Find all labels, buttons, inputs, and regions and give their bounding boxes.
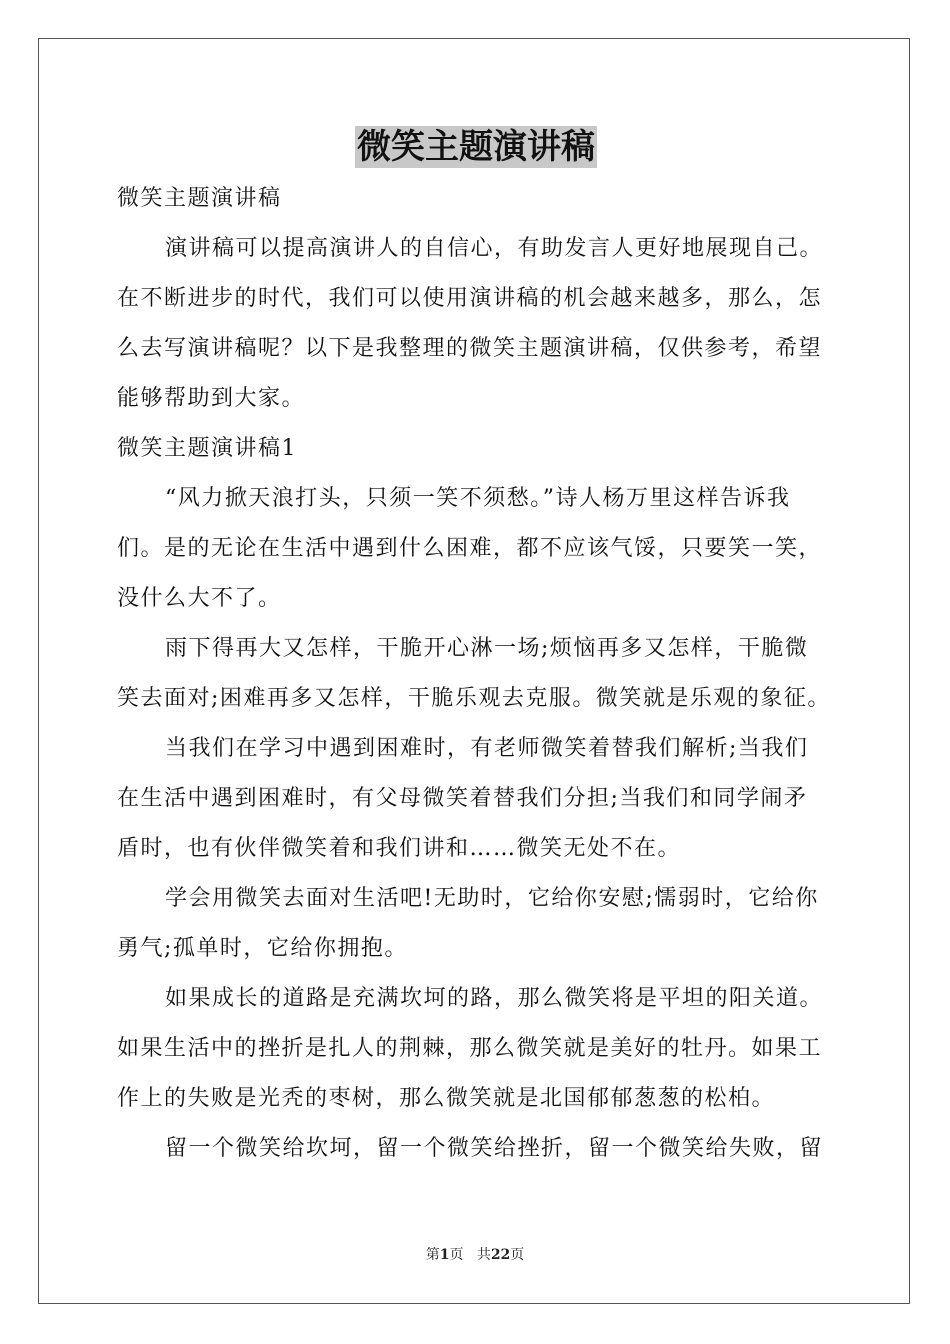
page-prefix: 第 — [425, 1247, 440, 1263]
text-line: 如果生活中的挫折是扎人的荆棘，那么微笑就是美好的牡丹。如果工 — [117, 1036, 823, 1061]
text-line: 雨下得再大又怎样，干脆开心淋一场;烦恼再多又怎样，干脆微 — [165, 636, 809, 661]
text-line: 笑去面对;困难再多又怎样，干脆乐观去克服。微笑就是乐观的象征。 — [117, 686, 831, 711]
text-line: 当我们在学习中遇到困难时，有老师微笑着替我们解析;当我们 — [165, 736, 809, 761]
page-border — [38, 38, 910, 1304]
page-suffix: 页 — [449, 1247, 464, 1263]
section-heading: 微笑主题演讲稿1 — [117, 436, 297, 461]
text-line: 在生活中遇到困难时，有父母微笑着替我们分担;当我们和同学闹矛 — [117, 786, 808, 811]
text-line: 盾时，也有伙伴微笑着和我们讲和……微笑无处不在。 — [117, 836, 682, 861]
text-line: 如果成长的道路是充满坎坷的路，那么微笑将是平坦的阳关道。 — [165, 986, 824, 1011]
total-suffix: 页 — [510, 1247, 525, 1263]
text-line: 演讲稿可以提高演讲人的自信心，有助发言人更好地展现自己。 — [165, 236, 824, 261]
total-pages: 22 — [490, 1247, 511, 1263]
page-number: 1 — [439, 1247, 450, 1263]
text-line: 勇气;孤单时，它给你拥抱。 — [117, 936, 408, 961]
text-line: 能够帮助到大家。 — [117, 386, 306, 411]
text-line: 作上的失败是光秃的枣树，那么微笑就是北国郁郁葱葱的松柏。 — [117, 1086, 776, 1111]
text-line: 没什么大不了。 — [117, 586, 282, 611]
text-line: 学会用微笑去面对生活吧!无助时，它给你安慰;懦弱时，它给你 — [165, 886, 819, 911]
text-line: 微笑主题演讲稿 — [117, 186, 282, 211]
text-line: 在不断进步的时代，我们可以使用演讲稿的机会越来越多，那么，怎 — [117, 286, 823, 311]
text-line: 么去写演讲稿呢？以下是我整理的微笑主题演讲稿，仅供参考，希望 — [117, 336, 823, 361]
text-line: 留一个微笑给坎坷，留一个微笑给挫折，留一个微笑给失败，留 — [165, 1136, 824, 1161]
title-container — [117, 126, 835, 168]
total-prefix: 共 — [476, 1247, 491, 1263]
page-footer — [0, 1246, 950, 1264]
text-line: “风力掀天浪打头，只须一笑不须愁。”诗人杨万里这样告诉我 — [165, 486, 791, 511]
text-line: 们。是的无论在生活中遇到什么困难，都不应该气馁，只要笑一笑， — [117, 536, 823, 561]
document-title: 微笑主题演讲稿 — [357, 127, 595, 167]
